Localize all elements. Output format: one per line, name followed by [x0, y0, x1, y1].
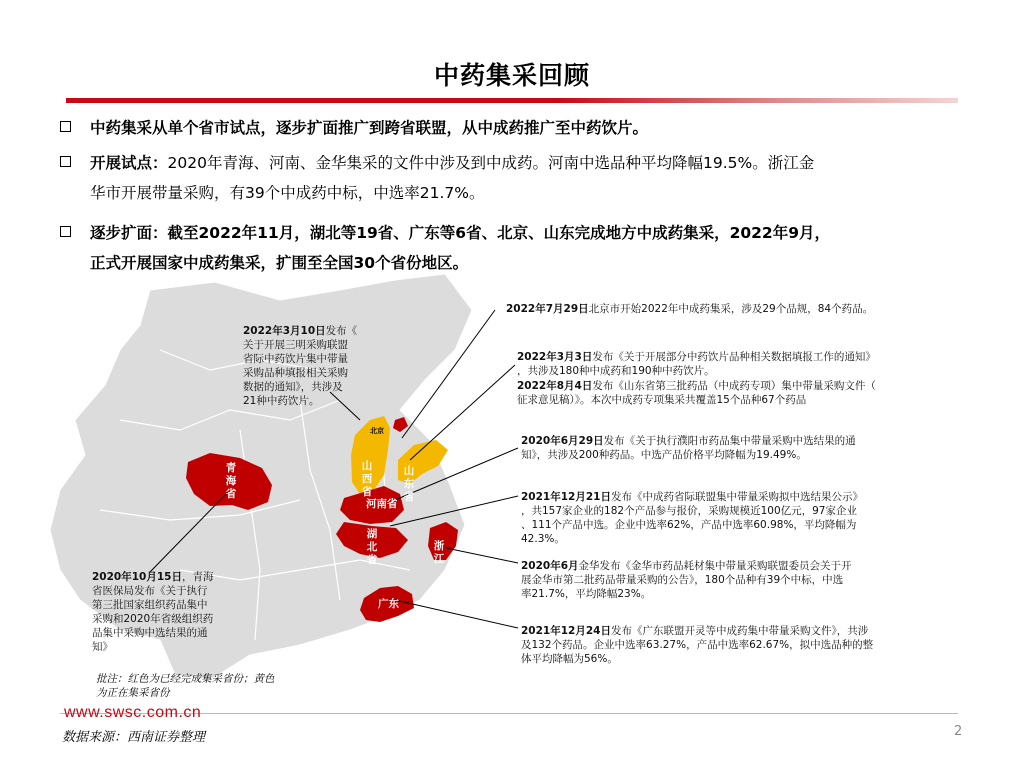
annotation-shandong: 2022年8月4日发布《山东省第三批药品（中成药专项）集中带量采购文件（ 征求意见稿）》。本次中成药专项集采共覆盖15个品种67个药品	[517, 380, 876, 406]
label-shandong: 山东省	[403, 465, 415, 503]
label-zhejiang: 浙江	[433, 540, 445, 565]
bullet-3-line-2: 正式开展国家中成药集采，扩围至全国30个省份地区。	[90, 254, 469, 272]
checkbox-square-icon	[60, 156, 71, 167]
title-underline	[66, 98, 958, 103]
annotation-puyang: 2020年6月29日发布《关于执行濮阳市药品集中带量采购中选结果的通 知》，共涉及200种药品。中选产品价格平均降幅为19.49%。	[521, 435, 856, 461]
label-shanxi: 山西省	[361, 460, 373, 498]
label-qinghai: 青 海 省	[225, 462, 237, 500]
page-title: 中药集采回顾	[433, 61, 590, 90]
annotation-jinhua: 2020年6月金华发布《金华市药品耗材集中带量采购联盟委员会关于开 展金华市第二批药品带量采购的公告》，180个品种有39个中标，中选 率21.7%，平均降幅23%。	[521, 560, 852, 600]
page-number: 2	[954, 724, 963, 739]
data-source: 数据来源：西南证券整理	[62, 730, 206, 745]
bullet-2-head: 开展试点：	[90, 154, 168, 172]
annotation-beijing: 2022年7月29日北京市开始2022年中成药集采，涉及29个品规，84个药品。	[506, 303, 874, 315]
bullet-3-line-1: 逐步扩面：截至2022年11月，湖北等19省、广东等6省、北京、山东完成地方中成药集采，2022年9月，	[90, 224, 830, 242]
label-hubei: 湖北省	[366, 528, 378, 566]
annotation-herbal-data: 2022年3月3日发布《关于开展部分中药饮片品种相关数据填报工作的通知》 ，共涉及180种中成药和190种中药饮片。	[517, 351, 876, 377]
bullet-2-body-2: 华市开展带量采购，有39个中成药中标，中选率21.7%。	[90, 184, 485, 202]
label-beijing: 北京	[370, 427, 384, 435]
checkbox-square-icon	[60, 121, 71, 132]
bullet-2-body-1: 2020年青海、河南、金华集采的文件中涉及到中成药。河南中选品种平均降幅19.5%。浙江金	[167, 154, 815, 172]
annotation-qinghai: 2020年10月15日，青海 省医保局发布《关于执行 第三批国家组织药品集中 采购和2020年省级组织药 品集中采购中选结果的通 知》	[92, 571, 214, 653]
annotation-guangdong: 2021年12月24日发布《广东联盟开灵等中成药集中带量采购文件》，共涉 及132个药品。企业中选率63.27%，产品中选率62.67%，拟中选品种的整 体平均降幅为56%。	[521, 625, 874, 665]
label-guangdong: 广东	[378, 598, 399, 610]
annotation-sanming: 2022年3月10日发布《 关于开展三明采购联盟 省际中药饮片集中带量 采购品种填报相关采购 数据的通知》，共涉及 21种中药饮片。	[243, 325, 358, 407]
bullet-1-text: 中药集采从单个省市试点，逐步扩面推广到跨省联盟，从中成药推广至中药饮片。	[90, 119, 649, 137]
checkbox-square-icon	[60, 226, 71, 237]
label-henan: 河南省	[366, 498, 398, 510]
footer-url: www.swsc.com.cn	[64, 704, 202, 721]
annotation-hubei-alliance: 2021年12月21日发布《中成药省际联盟集中带量采购拟中选结果公示》 ，共157家企业的182个产品参与报价，采购规模近100亿元，97家企业 、111个产品中选。企业中选率62%，产品中选率60.98%，平均降幅为 42.3%。	[521, 491, 863, 545]
map-legend-note: 批注：红色为已经完成集采省份；黄色 为正在集采省份	[96, 673, 275, 699]
